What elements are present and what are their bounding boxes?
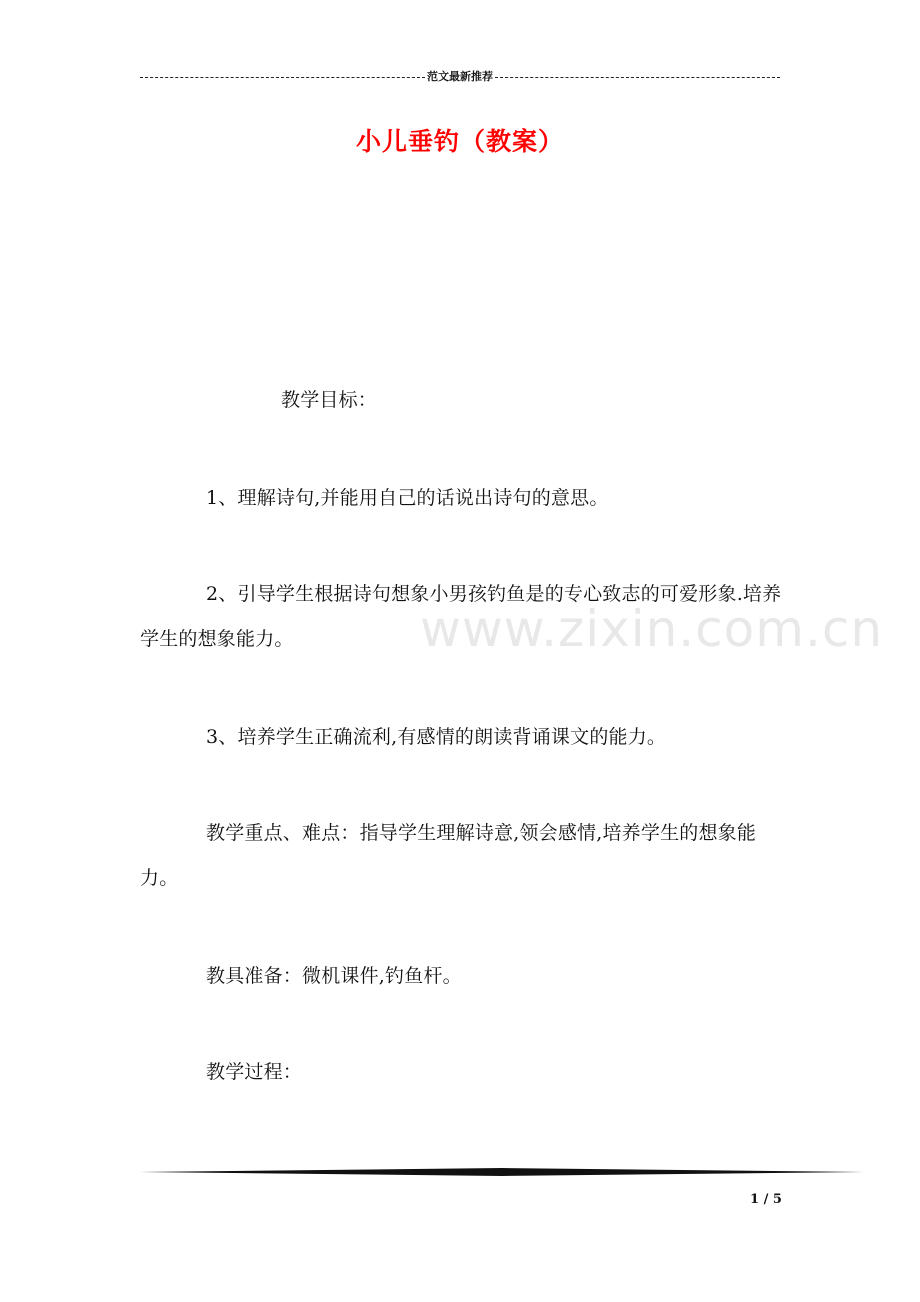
objective-2: 2、引导学生根据诗句想象小男孩钓鱼是的专心致志的可爱形象.培养学生的想象能力。: [140, 583, 782, 650]
section-heading-objectives: 教学目标：: [281, 389, 378, 411]
header-dashes-right: [495, 77, 780, 78]
page-number: 1 / 5: [750, 1192, 782, 1207]
watermark: www.zixin.com.cn: [420, 600, 884, 658]
key-points: 教学重点、难点：指导学生理解诗意,领会感情,培养学生的想象能力。: [140, 822, 757, 889]
objective-3: 3、培养学生正确流利,有感情的朗读背诵课文的能力。: [206, 726, 667, 748]
page-header: [140, 66, 780, 86]
teaching-aids: 教具准备：微机课件,钓鱼杆。: [206, 965, 462, 987]
header-text: 范文最新推荐: [427, 70, 493, 83]
footer-rule: [140, 1166, 864, 1178]
document-title: 小儿垂钓（教案）: [355, 127, 564, 156]
section-heading-process: 教学过程：: [206, 1061, 303, 1083]
objective-1: 1、理解诗句,并能用自己的话说出诗句的意思。: [206, 487, 609, 509]
header-dashes-left: [140, 77, 425, 78]
